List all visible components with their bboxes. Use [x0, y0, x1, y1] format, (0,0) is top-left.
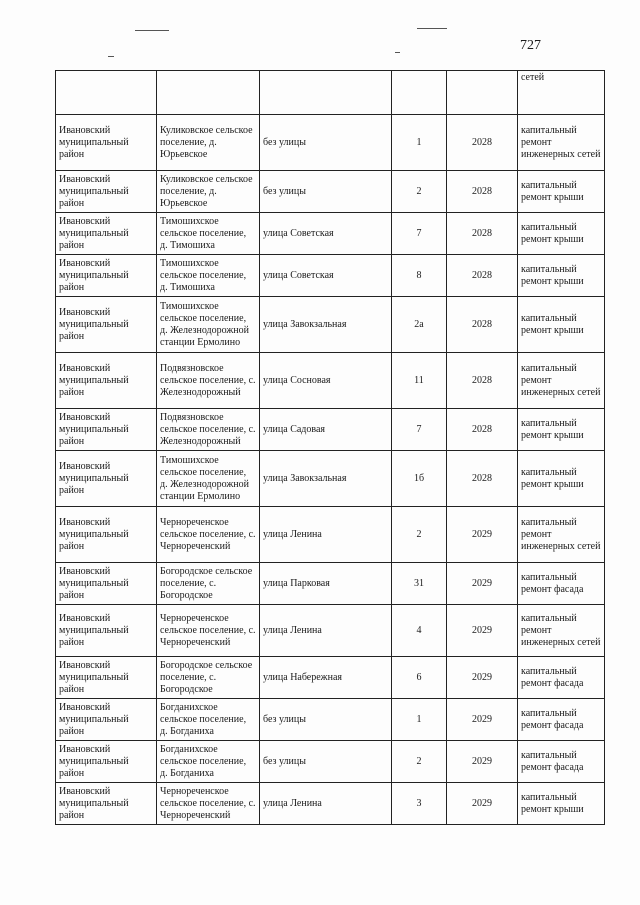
cell-street: улица Набережная — [260, 657, 392, 699]
cell-street — [260, 71, 392, 115]
cell-street: улица Ленина — [260, 605, 392, 657]
cell-year: 2028 — [447, 115, 518, 171]
cell-year: 2028 — [447, 353, 518, 409]
cell-street: улица Сосновая — [260, 353, 392, 409]
cell-settlement: Богданихское сельское поселение, д. Богданиха — [157, 699, 260, 741]
cell-street: улица Завокзальная — [260, 451, 392, 507]
cell-district: Ивановский муниципальный район — [56, 115, 157, 171]
table-row — [56, 115, 605, 171]
cell-street: улица Ленина — [260, 507, 392, 563]
cell-district: Ивановский муниципальный район — [56, 741, 157, 783]
cell-work-type: капитальный ремонт крыши — [518, 171, 605, 213]
cell-settlement: Богданихское сельское поселение, д. Богданиха — [157, 741, 260, 783]
cell-district: Ивановский муниципальный район — [56, 297, 157, 353]
cell-house-number: 7 — [392, 213, 447, 255]
cell-work-type: капитальный ремонт фасада — [518, 699, 605, 741]
table-row — [56, 171, 605, 213]
cell-year: 2029 — [447, 699, 518, 741]
scan-mark — [395, 52, 400, 53]
page-number: 727 — [520, 38, 541, 53]
cell-settlement: Куликовское сельское поселение, д. Юрьевское — [157, 171, 260, 213]
cell-settlement: Тимошихское сельское поселение, д. Железнодорожной станции Ермолино — [157, 297, 260, 353]
cell-work-type: капитальный ремонт крыши — [518, 213, 605, 255]
cell-district: Ивановский муниципальный район — [56, 605, 157, 657]
cell-house-number — [392, 71, 447, 115]
cell-district: Ивановский муниципальный район — [56, 409, 157, 451]
cell-street: улица Парковая — [260, 563, 392, 605]
cell-district: Ивановский муниципальный район — [56, 783, 157, 825]
scan-mark — [108, 56, 114, 57]
cell-work-type: сетей — [518, 71, 605, 115]
cell-work-type: капитальный ремонт инженерных сетей — [518, 115, 605, 171]
cell-work-type: капитальный ремонт крыши — [518, 783, 605, 825]
cell-year: 2029 — [447, 741, 518, 783]
cell-street: без улицы — [260, 699, 392, 741]
table-row-continued — [56, 71, 605, 115]
cell-street: улица Советская — [260, 213, 392, 255]
cell-settlement: Тимошихское сельское поселение, д. Железнодорожной станции Ермолино — [157, 451, 260, 507]
cell-year: 2028 — [447, 297, 518, 353]
cell-work-type: капитальный ремонт крыши — [518, 297, 605, 353]
table-row — [56, 563, 605, 605]
cell-house-number: 6 — [392, 657, 447, 699]
cell-year: 2029 — [447, 507, 518, 563]
cell-district: Ивановский муниципальный район — [56, 563, 157, 605]
cell-street: без улицы — [260, 115, 392, 171]
cell-house-number: 3 — [392, 783, 447, 825]
cell-year: 2029 — [447, 563, 518, 605]
cell-house-number: 31 — [392, 563, 447, 605]
cell-settlement: Богородское сельское поселение, с. Богородское — [157, 563, 260, 605]
cell-settlement: Тимошихское сельское поселение, д. Тимошиха — [157, 213, 260, 255]
cell-work-type: капитальный ремонт инженерных сетей — [518, 507, 605, 563]
cell-district: Ивановский муниципальный район — [56, 353, 157, 409]
cell-work-type: капитальный ремонт крыши — [518, 409, 605, 451]
cell-year: 2029 — [447, 783, 518, 825]
cell-year: 2028 — [447, 409, 518, 451]
cell-district: Ивановский муниципальный район — [56, 255, 157, 297]
cell-work-type: капитальный ремонт фасада — [518, 563, 605, 605]
table-row — [56, 741, 605, 783]
cell-district: Ивановский муниципальный район — [56, 171, 157, 213]
cell-work-type: капитальный ремонт крыши — [518, 451, 605, 507]
scan-mark — [417, 28, 447, 29]
table-row — [56, 213, 605, 255]
cell-year: 2028 — [447, 451, 518, 507]
cell-year — [447, 71, 518, 115]
cell-year: 2028 — [447, 213, 518, 255]
cell-house-number: 1б — [392, 451, 447, 507]
cell-year: 2029 — [447, 605, 518, 657]
cell-house-number: 1 — [392, 115, 447, 171]
cell-settlement: Чернореченское сельское поселение, с. Чернореченский — [157, 783, 260, 825]
table-row — [56, 409, 605, 451]
cell-house-number: 1 — [392, 699, 447, 741]
cell-work-type: капитальный ремонт фасада — [518, 657, 605, 699]
cell-street: без улицы — [260, 171, 392, 213]
cell-district: Ивановский муниципальный район — [56, 213, 157, 255]
cell-settlement: Куликовское сельское поселение, д. Юрьевское — [157, 115, 260, 171]
cell-house-number: 2 — [392, 741, 447, 783]
cell-district: Ивановский муниципальный район — [56, 699, 157, 741]
cell-settlement: Тимошихское сельское поселение, д. Тимошиха — [157, 255, 260, 297]
cell-year: 2029 — [447, 657, 518, 699]
table-row — [56, 605, 605, 657]
cell-work-type: капитальный ремонт крыши — [518, 255, 605, 297]
cell-street: улица Завокзальная — [260, 297, 392, 353]
cell-street: улица Советская — [260, 255, 392, 297]
cell-house-number: 4 — [392, 605, 447, 657]
table-row — [56, 783, 605, 825]
cell-house-number: 2а — [392, 297, 447, 353]
table-row — [56, 451, 605, 507]
table-body — [56, 71, 605, 825]
cell-settlement — [157, 71, 260, 115]
cell-year: 2028 — [447, 171, 518, 213]
cell-settlement: Богородское сельское поселение, с. Богородское — [157, 657, 260, 699]
table-row — [56, 699, 605, 741]
cell-settlement: Чернореченское сельское поселение, с. Чернореченский — [157, 605, 260, 657]
cell-work-type: капитальный ремонт инженерных сетей — [518, 605, 605, 657]
table-row — [56, 255, 605, 297]
cell-district: Ивановский муниципальный район — [56, 657, 157, 699]
housing-repair-table — [55, 70, 605, 825]
cell-settlement: Подвязновское сельское поселение, с. Железнодорожный — [157, 409, 260, 451]
cell-district: Ивановский муниципальный район — [56, 451, 157, 507]
scan-mark — [135, 30, 169, 31]
table-row — [56, 353, 605, 409]
cell-work-type: капитальный ремонт фасада — [518, 741, 605, 783]
table-row — [56, 657, 605, 699]
cell-house-number: 2 — [392, 171, 447, 213]
cell-street: улица Ленина — [260, 783, 392, 825]
cell-street: улица Садовая — [260, 409, 392, 451]
cell-district — [56, 71, 157, 115]
table-row — [56, 297, 605, 353]
cell-street: без улицы — [260, 741, 392, 783]
table-row — [56, 507, 605, 563]
cell-settlement: Подвязновское сельское поселение, с. Железнодорожный — [157, 353, 260, 409]
cell-house-number: 8 — [392, 255, 447, 297]
cell-house-number: 2 — [392, 507, 447, 563]
cell-house-number: 11 — [392, 353, 447, 409]
cell-settlement: Чернореченское сельское поселение, с. Чернореченский — [157, 507, 260, 563]
cell-work-type: капитальный ремонт инженерных сетей — [518, 353, 605, 409]
cell-district: Ивановский муниципальный район — [56, 507, 157, 563]
cell-year: 2028 — [447, 255, 518, 297]
cell-house-number: 7 — [392, 409, 447, 451]
